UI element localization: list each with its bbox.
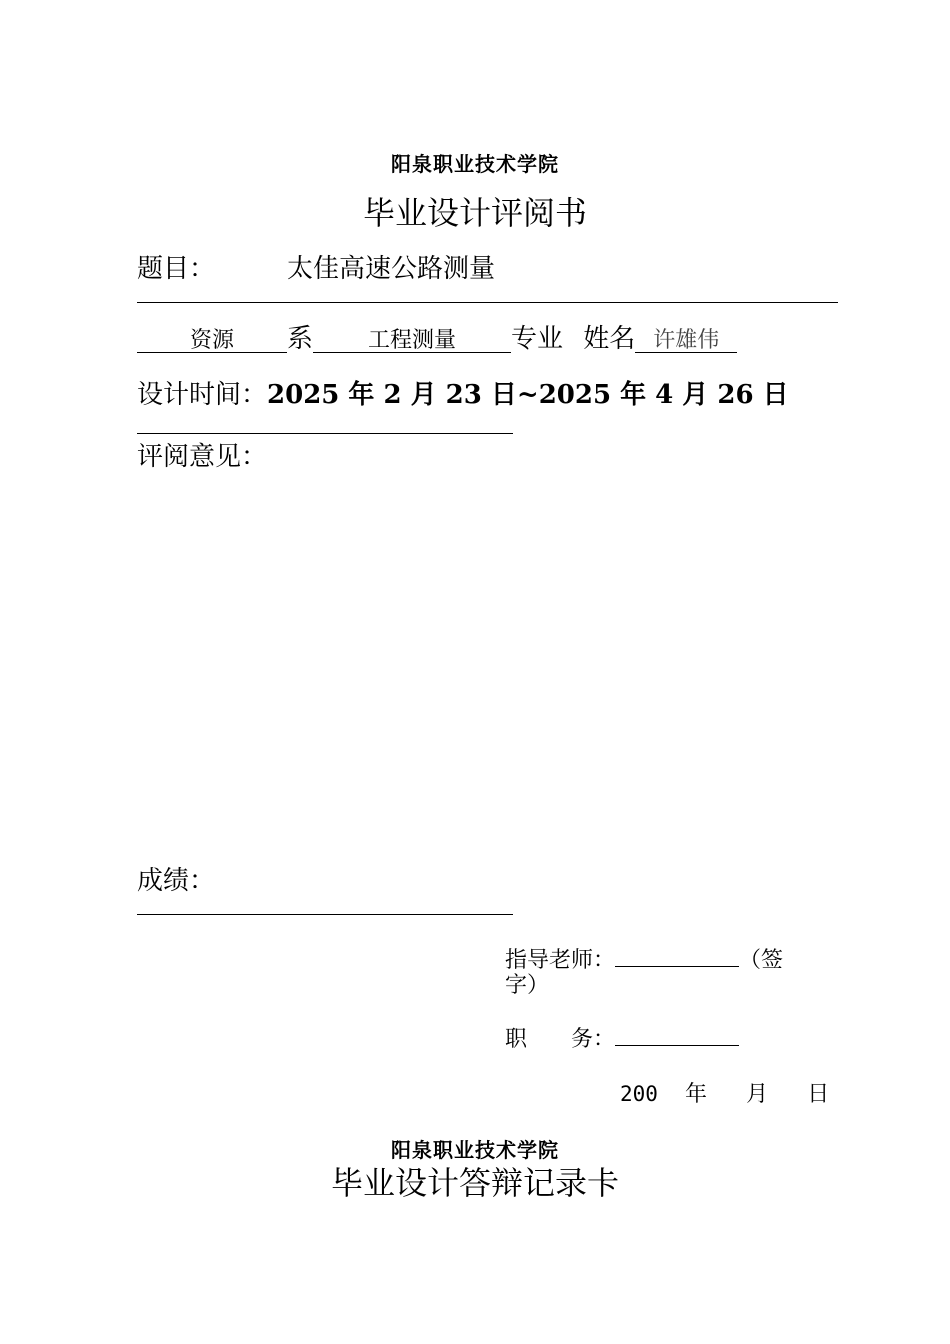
date-month-unit: 月 xyxy=(746,1082,769,1107)
time-label: 设计时间： xyxy=(137,380,268,410)
position-field xyxy=(615,1045,739,1046)
page-title: 毕业设计评阅书 xyxy=(362,194,587,232)
info-line xyxy=(137,318,737,355)
sign-close: 字） xyxy=(505,973,550,998)
advisor-label: 指导老师： xyxy=(505,948,616,973)
topic-value: 太佳高速公路测量 xyxy=(287,254,496,284)
name-field: 许雄伟 xyxy=(635,329,737,353)
defense-school-name: 阳泉职业技术学院 xyxy=(391,1138,559,1162)
date-year: 200 xyxy=(620,1082,658,1106)
defense-title: 毕业设计答辩记录卡 xyxy=(330,1164,619,1202)
department-field: 资源 xyxy=(137,329,287,353)
topic-label: 题目： xyxy=(137,254,216,284)
time-value: 2025 年 2 月 23 日~2025 年 4 月 26 日 xyxy=(267,380,789,410)
time-underline xyxy=(137,433,513,434)
score-underline xyxy=(137,914,513,915)
position-line xyxy=(505,1022,739,1053)
design-time-line xyxy=(137,374,789,411)
sign-open: （签 xyxy=(739,948,784,973)
name-label: 姓名 xyxy=(583,324,636,354)
advisor-field xyxy=(615,966,739,967)
position-label: 职 务： xyxy=(505,1027,616,1052)
comments-label: 评阅意见： xyxy=(137,442,268,472)
major-field: 工程测量 xyxy=(313,329,511,353)
department-suffix: 系 xyxy=(287,324,314,354)
score-label: 成绩： xyxy=(137,866,216,896)
date-day-unit: 日 xyxy=(807,1082,830,1107)
school-name: 阳泉职业技术学院 xyxy=(391,152,559,176)
date-line xyxy=(620,1077,829,1108)
date-year-unit: 年 xyxy=(685,1082,708,1107)
topic-underline xyxy=(137,302,838,303)
major-suffix: 专业 xyxy=(511,324,564,354)
